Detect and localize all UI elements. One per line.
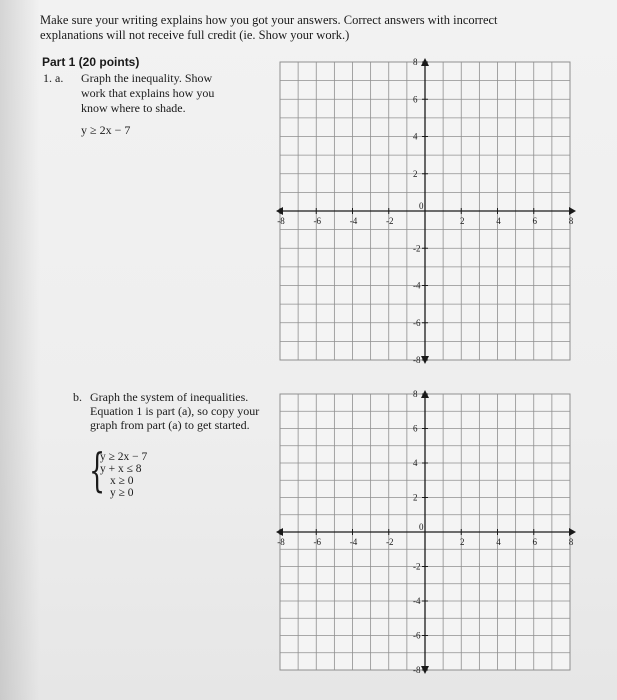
coordinate-grid-a[interactable] [276, 56, 576, 364]
inequality-system [100, 451, 200, 499]
question-1a-number: 1. a. [43, 71, 64, 85]
y-tick-label: -2 [413, 561, 421, 572]
x-tick-label: 4 [496, 537, 501, 547]
origin-label: 0 [419, 522, 424, 532]
question-1a-text: Graph the inequality. Show work that explains how you know where to shade. [81, 71, 215, 115]
y-tick-label: 4 [413, 131, 418, 142]
y-tick-label: -8 [413, 355, 421, 364]
question-1b-number: b. [73, 390, 82, 404]
question-1b-text: Graph the system of inequalities. Equation 1 is part (a), so copy your graph from part (a) to get started. [90, 390, 260, 432]
x-tick-label: -4 [349, 216, 358, 226]
system-eq-2: y + x ≤ 8 [100, 463, 142, 475]
x-tick-label: 8 [568, 537, 574, 547]
x-tick-label: 6 [532, 537, 537, 547]
system-eq-3: x ≥ 0 [110, 475, 134, 487]
x-tick-label: -2 [386, 216, 394, 226]
instructions-text: Make sure your writing explains how you got your answers. Correct answers with incorrect explanations will not receive full credit (ie. Show your work.) [40, 13, 498, 42]
y-tick-label: -2 [413, 243, 421, 254]
system-eq-1: y ≥ 2x − 7 [100, 451, 148, 463]
y-tick-label: 6 [413, 94, 418, 105]
x-tick-label: -8 [277, 216, 285, 226]
y-tick-label: 8 [413, 389, 418, 399]
y-tick-label: -6 [413, 630, 421, 641]
y-tick-label: 6 [413, 423, 418, 434]
y-tick-label: 8 [413, 57, 418, 67]
x-tick-label: 4 [496, 216, 501, 226]
x-tick-label: 8 [568, 216, 574, 226]
y-tick-label: -8 [413, 665, 421, 674]
system-eq-4: y ≥ 0 [110, 487, 134, 499]
y-tick-label: -6 [413, 317, 421, 328]
x-tick-label: -4 [349, 537, 358, 547]
x-tick-label: -2 [386, 537, 394, 547]
part-title: Part 1 (20 points) [42, 55, 140, 69]
y-tick-label: -4 [413, 280, 421, 291]
x-tick-label: 2 [460, 216, 465, 226]
y-tick-label: -4 [413, 596, 421, 606]
y-tick-label: 2 [413, 168, 418, 179]
x-tick-label: -6 [313, 537, 321, 547]
x-tick-label: 6 [532, 216, 537, 226]
y-tick-label: 4 [413, 458, 418, 468]
x-tick-label: -8 [277, 537, 285, 547]
system-brace: { [89, 443, 106, 497]
question-1a-inequality: y ≥ 2x − 7 [81, 123, 131, 137]
page-shadow [0, 0, 40, 700]
x-tick-label: 2 [460, 537, 465, 547]
y-tick-label: 2 [413, 492, 418, 503]
origin-label: 0 [419, 201, 424, 211]
x-tick-label: -6 [313, 216, 321, 226]
coordinate-grid-b[interactable] [276, 388, 576, 674]
